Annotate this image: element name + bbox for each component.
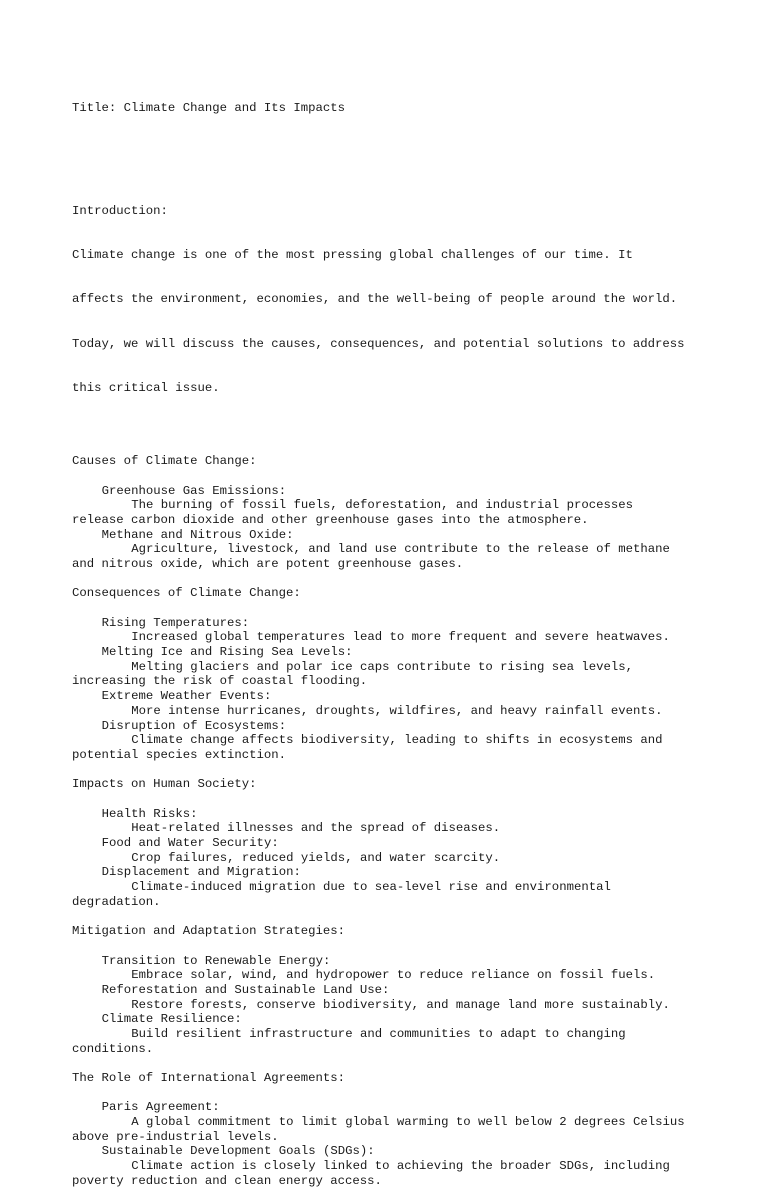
spacer [72,763,732,778]
subsection-title: Climate Resilience: [101,1012,242,1027]
subsection-title: Transition to Renewable Energy: [101,953,331,968]
subsection-text: Climate action is closely linked to achieving the broader SDGs, including [131,1159,670,1174]
subsection-text: Build resilient infrastructure and communities to adapt to changing [131,1026,626,1041]
subsection-text: Restore forests, conserve biodiversity, and manage land more sustainably. [131,997,670,1012]
subsection-text: Melting glaciers and polar ice caps contribute to rising sea levels, [131,659,633,674]
subsection-title: Rising Temperatures: [101,615,250,630]
spacer [72,469,732,484]
subsection-title: Reforestation and Sustainable Land Use: [101,982,390,997]
subsection-text: Agriculture, livestock, and land use contribute to the release of methane [131,542,670,557]
subsection-title: Food and Water Security: [101,836,279,851]
subsection-title: Disruption of Ecosystems: [101,718,287,733]
subsection-text-continued: increasing the risk of coastal flooding. [72,674,368,689]
spacer [72,909,732,924]
subsection-text: Climate change affects biodiversity, leading to shifts in ecosystems and [131,733,663,748]
subsection-text: Increased global temperatures lead to more frequent and severe heatwaves. [131,630,670,645]
intro-line: affects the environment, economies, and the well-being of people around the world. [72,292,678,307]
subsection-title: Paris Agreement: [101,1100,220,1115]
sections-container [72,439,732,1188]
section-heading: The Role of International Agreements: [72,1071,346,1086]
subsection-text-continued: poverty reduction and clean energy access. [72,1173,382,1188]
subsection-text: Embrace solar, wind, and hydropower to reduce reliance on fossil fuels. [131,968,656,983]
subsection-text: Climate-induced migration due to sea-level rise and environmental [131,880,611,895]
subsection-title: Sustainable Development Goals (SDGs): [101,1144,375,1159]
subsection-text: A global commitment to limit global warming to well below 2 degrees Celsius [131,1115,685,1130]
subsection-text: Crop failures, reduced yields, and water scarcity. [131,850,501,865]
subsection-text-continued: conditions. [72,1041,154,1056]
section-heading: Impacts on Human Society: [72,777,257,792]
subsection-text: More intense hurricanes, droughts, wildfires, and heavy rainfall events. [131,703,663,718]
subsection-text: Heat-related illnesses and the spread of diseases. [131,821,501,836]
subsection-text-continued: above pre-industrial levels. [72,1129,279,1144]
spacer [72,572,732,587]
section-heading: Causes of Climate Change: [72,454,257,469]
subsection-text-continued: release carbon dioxide and other greenhouse gases into the atmosphere. [72,512,589,527]
subsection-title: Melting Ice and Rising Sea Levels: [101,645,353,660]
spacer [72,1056,732,1071]
intro-line: Today, we will discuss the causes, consequences, and potential solutions to address [72,336,685,351]
spacer [72,792,732,807]
subsection-title: Greenhouse Gas Emissions: [101,483,287,498]
document-body [72,72,732,1203]
subsection-title: Health Risks: [101,806,198,821]
subsection-title: Displacement and Migration: [101,865,301,880]
section-heading: Consequences of Climate Change: [72,586,301,601]
spacer [72,439,732,454]
intro-line: Climate change is one of the most pressing global challenges of our time. It [72,248,633,263]
subsection-text-continued: and nitrous oxide, which are potent greenhouse gases. [72,556,464,571]
section-heading: Mitigation and Adaptation Strategies: [72,924,346,939]
intro-line: this critical issue. [72,380,220,395]
intro-heading: Introduction: [72,204,168,219]
document-title: Title: Climate Change and Its Impacts [72,101,346,116]
spacer [72,146,732,161]
spacer [72,1086,732,1101]
subsection-title: Methane and Nitrous Oxide: [101,527,294,542]
subsection-text-continued: degradation. [72,894,161,909]
spacer [72,939,732,954]
subsection-title: Extreme Weather Events: [101,689,272,704]
subsection-text-continued: potential species extinction. [72,747,287,762]
spacer [72,601,732,616]
subsection-text: The burning of fossil fuels, deforestation, and industrial processes [131,498,633,513]
